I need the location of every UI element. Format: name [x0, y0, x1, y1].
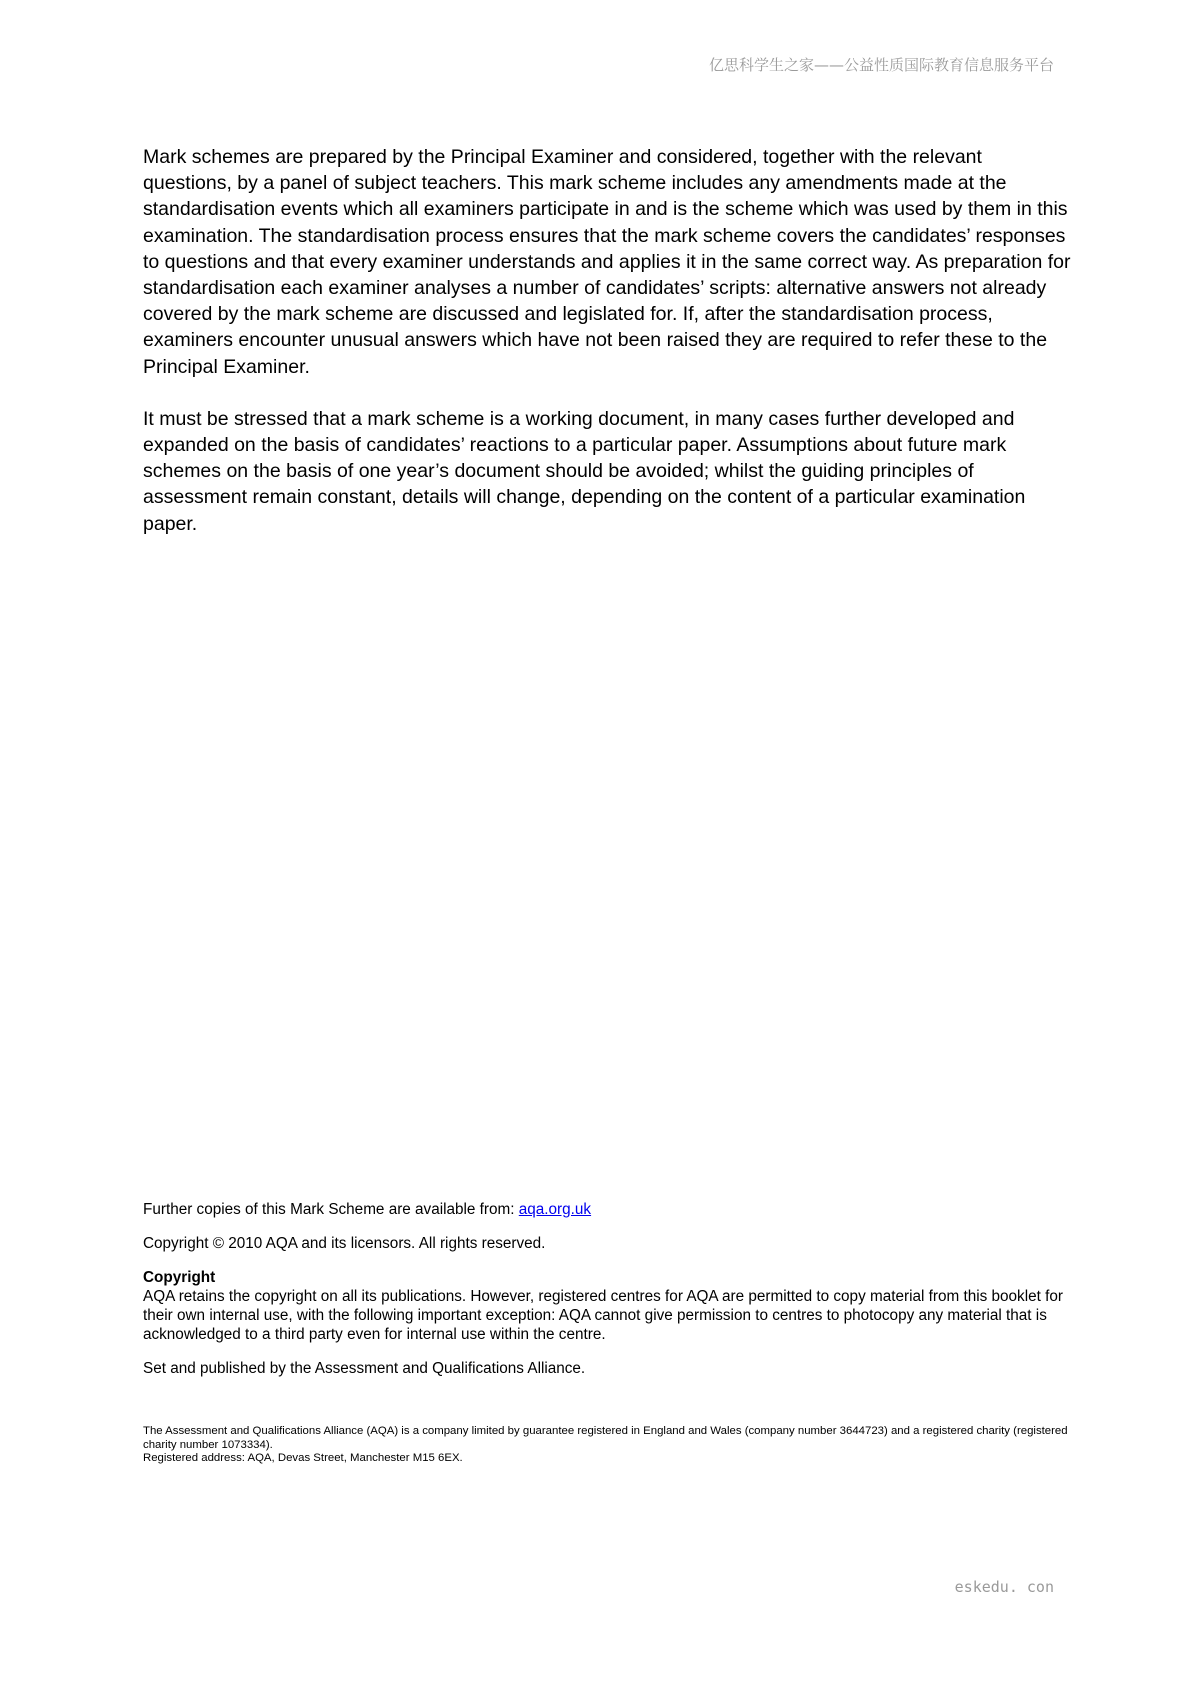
intro-paragraph: Mark schemes are prepared by the Principal Examiner and considered, together with the relevant questions, by a panel of subject teachers. This mark scheme includes any amendments made at the standardisation events which all examiners participate in and is the scheme which was used by them in this examination. The standardisation process ensures that the mark scheme covers the candidates’ responses to questions and that every examiner understands and applies it in the same correct way. As preparation for standardisation each examiner analyses a number of candidates’ scripts: alternative answers not already covered by the mark scheme are discussed and legislated for. If, after the standardisation process, examiners encounter unusual answers which have not been raised they are required to refer these to the Principal Examiner. — [143, 146, 1071, 378]
published-line: Set and published by the Assessment and Qualifications Alliance. — [143, 1360, 586, 1377]
working-document-paragraph: It must be stressed that a mark scheme is a working document, in many cases further developed and expanded on the basis of candidates’ reactions to a particular paper. Assumptions about future mark schemes on the basis of one year’s document should be avoided; whilst the guiding principles of assessment remain constant, details will change, depending on the content of a particular examination paper. — [143, 407, 1026, 535]
site-header-title: 亿思科学生之家——公益性质国际教育信息服务平台 — [708, 56, 1054, 74]
legal-company-line: The Assessment and Qualifications Alliance (AQA) is a company limited by guarantee registered in England and Wales (company number 3644723) and a registered charity (registered charity number 1073334). — [143, 1425, 1068, 1451]
main-body — [143, 144, 1073, 563]
footer-info — [143, 1200, 1073, 1378]
copyright-heading: Copyright — [143, 1269, 216, 1286]
further-copies-text: Further copies of this Mark Scheme are available from: — [143, 1201, 519, 1218]
copyright-line: Copyright © 2010 AQA and its licensors. All rights reserved. — [143, 1235, 546, 1252]
legal-address-line: Registered address: AQA, Devas Street, Manchester M15 6EX. — [143, 1452, 463, 1464]
copyright-body: AQA retains the copyright on all its publications. However, registered centres for AQA are permitted to copy material from this booklet for their own internal use, with the following important exception: AQA cannot give permission to centres to photocopy any material that is acknowledged to a third party even for internal use within the centre. — [143, 1288, 1063, 1343]
further-copies-line — [143, 1200, 1073, 1219]
site-watermark: eskedu. con — [954, 1578, 1054, 1596]
legal-notice — [143, 1425, 1083, 1466]
aqa-website-link[interactable]: aqa.org.uk — [518, 1201, 592, 1218]
